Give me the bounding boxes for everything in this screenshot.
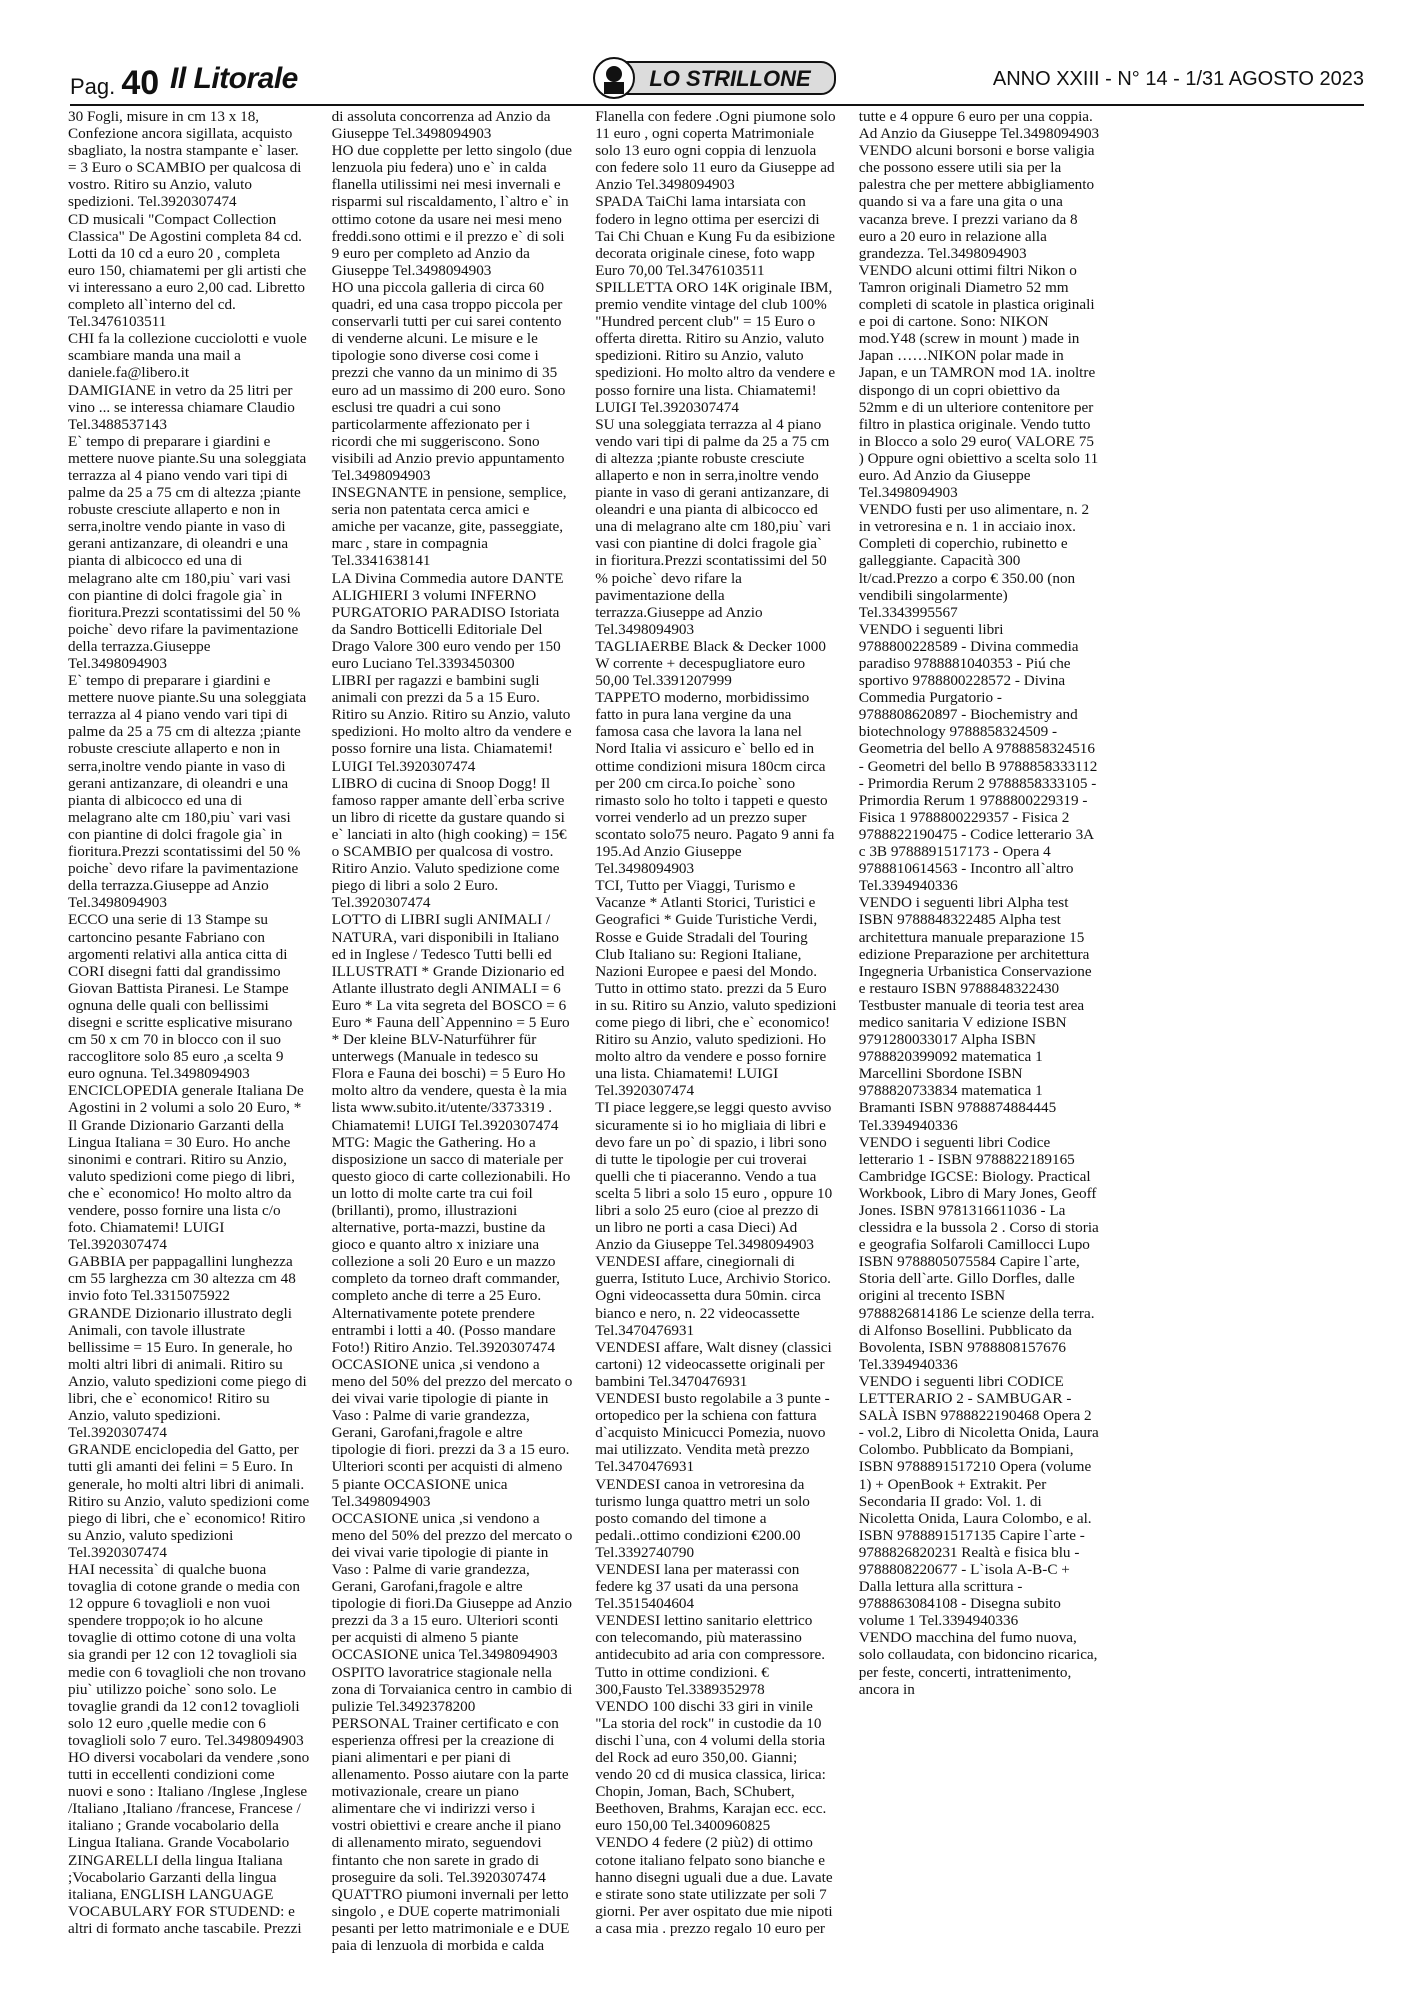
logo-text: LO STRILLONE <box>649 66 811 91</box>
classified-ad: TCI, Tutto per Viaggi, Turismo e Vacanze * Atlanti Storici, Turistici e Geografici * Guide Turistiche Verdi, Rosse e Guide Stradali del Touring Club Italiano su: Regioni Italiane, Nazioni Europee e paesi del Mondo. Tutto in ottimo stato. prezzi da 5 Euro in su. Ritiro su Anzio, valuto spedizioni come piego di libri, che e` economico! Ritiro su Anzio, valuto spedizioni. Ho molto altro da vendere e posso fornire una lista. Chiamatemi! LUIGI Tel.3920307474 <box>595 877 837 1100</box>
classified-ad: E` tempo di preparare i giardini e mettere nuove piante.Su una soleggiata terrazza al 4 piano vendo vari tipi di palme da 25 a 75 cm di altezza ;piante robuste cresciute allaperto e non in serra,inoltre vendo piante in vaso di gerani antizanzare, di oleandri e una pianta di albicocco ed una di melagrano alte cm 180,piu` vari vasi con piantine di dolci fragole gia` in fioritura.Prezzi scontatissimi del 50 % poiche` devo rifare la pavimentazione della terrazza.Giuseppe Tel.3498094903 <box>68 432 307 672</box>
classified-ad: OSPITO lavoratrice stagionale nella zona di Torvaianica centro in cambio di pulizie Tel.3492378200 <box>331 1663 573 1715</box>
classified-ad: TI piace leggere,se leggi questo avviso sicuramente si io ho migliaia di libri e devo fare un po` di spazio, i libri sono di tutte le tipologie per cui troverai quelli che ti piaceranno. Vendo a tua scelta 5 libri a solo 15 euro , oppure 10 libri a solo 25 euro (cioe al prezzo di un libro ne porti a casa Dieci) Ad Anzio da Giuseppe Tel.3498094903 <box>595 1099 833 1254</box>
classified-ad: VENDO i seguenti libri Codice letterario 1 - ISBN 9788822189165 Cambridge IGCSE: Biology. Practical Workbook, Libro di Mary Jones, Geoff Jones. ISBN 9781316611036 - La clessidra e la bussola 2 . Corso di storia e geografia Solfaroli Camillocci Lupo ISBN 9788805075584 Capire l`arte, Storia dell`arte. Gillo Dorfles, dalle origini al trecento ISBN 9788826814186 Le scienze della terra. di Alfonso Bosellini. Pubblicato da Bovolenta, ISBN 9788808157676 Tel.3394940336 <box>858 1133 1099 1373</box>
classified-ad: VENDESI lana per materassi con federe kg 37 usati da una persona Tel.3515404604 <box>595 1560 800 1613</box>
classified-ad: TAPPETO moderno, morbidissimo fatto in pura lana vergine da una famosa casa che lavora la lana nel Nord Italia vi assicuro e` bello ed in ottime condizioni misura 180cm circa per 200 cm circa.Io poiche` sono rimasto solo ho tolto i tappeti e questo vorrei venderlo ad un prezzo super scontato solo75 neuro. Pagato 9 anni fa 195.Ad Anzio Giuseppe Tel.3498094903 <box>595 689 835 878</box>
classified-ad: CD musicali "Compact Collection Classica" De Agostini completa 84 cd. Lotti da 10 cd a euro 20 , completa euro 150, chiamatemi per gli artisti che vi interessano a euro 2,00 cad. Libretto completo all`interno del cd. Tel.3476103511 <box>68 210 307 331</box>
classified-ad: CHI fa la collezione cucciolotti e vuole scambiare manda una mail a daniele.fa@libero.it <box>68 330 307 382</box>
classified-ad: VENDO macchina del fumo nuova, solo collaudata, con bidoncino ricarica, per feste, concerti, intrattenimento, ancora in <box>858 1629 1098 1698</box>
classified-ad: VENDO fusti per uso alimentare, n. 2 in vetroresina e n. 1 in acciaio inox. Completi di coperchio, rubinetto e galleggiante. Capacità 300 lt/cad.Prezzo a corpo € 350.00 (non vendibili singolarmente) Tel.3343995567 <box>858 501 1090 621</box>
classified-ad: LIBRO di cucina di Snoop Dogg! Il famoso rapper amante dell`erba scrive un libro di ricette da gustare quando si e` lanciati in alto (high cooking) = 15€ o SCAMBIO per qualcosa di vostro. Ritiro Anzio. Valuto spedizione come piego di libri a solo 2 Euro. Tel.3920307474 <box>331 774 567 912</box>
classified-ad: VENDO i seguenti libri 9788800228589 - Divina commedia paradiso 9788881040353 - Piú che sportivo 9788800228572 - Divina Commedia Purgatorio - 9788808620897 - Biochemistry and biotechnology 9788858324509 - Geometria del bello A 9788858324516 - Geometri del bello B 9788858333112 - Primordia Rerum 2 9788858333105 - Primordia Rerum 1 9788800229319 - Fisica 1 9788800229357 - Fisica 2 9788822190475 - Codice letterario 3A c 3B 9788891517173 - Opera 4 9788810614563 - Incontro all`altro Tel.3394940336 <box>858 620 1098 895</box>
classified-ad: MTG: Magic the Gathering. Ho a disposizione un sacco di materiale per questo gioco di carte collezionabili. Ho un lotto di molte carte tra cui foil (brillanti), promo, illustrazioni alternative, porta-mazzi, bustine da gioco e quanto altro x iniziare una collezione a soli 20 Euro e un mazzo completo da torneo draft commander, completo anche di terre a 25 Euro. Alternativamente potete prendere entrambi i lotti a 40. (Posso mandare Foto!) Ritiro Anzio. Tel.3920307474 <box>331 1133 571 1356</box>
classified-ad: VENDESI busto regolabile a 3 punte - ortopedico per la schiena con fattura d`acquisto Minicucci Pomezia, nuovo mai utilizzato. Vendita metà prezzo Tel.3470476931 <box>595 1390 830 1476</box>
page-number <box>70 64 159 103</box>
classified-ad: 30 Fogli, misure in cm 13 x 18, Confezione ancora sigillata, acquisto sbagliato, la nostra stampante e` laser. = 3 Euro o SCAMBIO per qualcosa di vostro. Ritiro su Anzio, valuto spedizioni. Tel.3920307474 <box>68 108 302 211</box>
classified-ad: ENCICLOPEDIA generale Italiana De Agostini in 2 volumi a solo 20 Euro, * Il Grande Dizionario Garzanti della Lingua Italiana = 30 Euro. Ho anche sinonimi e contrari. Ritiro su Anzio, valuto spedizioni come piego di libri, che e` economico! Ho molto altro da vendere, posso fornire una lista c/o foto. Chiamatemi! LUIGI Tel.3920307474 <box>68 1082 304 1254</box>
classified-ad: VENDO alcuni ottimi filtri Nikon o Tamron originali Diametro 52 mm completi di scatole in plastica originali e poi di cartone. Sono: NIKON mod.Y48 (screw in mount ) made in Japan ……NIKON polar made in Japan, e un TAMRON mod 1A. inoltre dispongo di un copri obiettivo da 52mm e di un ulteriore contenitore per filtro in plastica originale. Vendo tutto in Blocco a solo 29 euro( VALORE 75 ) Oppure ogni obiettivo a scelta solo 11 euro. Ad Anzio da Giuseppe Tel.3498094903 <box>858 261 1099 502</box>
classified-ad: DAMIGIANE in vetro da 25 litri per vino ... se interessa chiamare Claudio Tel.3488537143 <box>68 381 295 433</box>
classified-ad: VENDO alcuni borsoni e borse valigia che possono essere utili sia per la palestra che per mettere abbigliamento quando si va a fare una gita o una vacanza breve. I prezzi variano da 8 euro a 20 euro in relazione alla grandezza. Tel.3498094903 <box>858 142 1095 262</box>
classified-ad: SU una soleggiata terrazza al 4 piano vendo vari tipi di palme da 25 a 75 cm di altezza ;piante robuste cresciute allaperto e non in serra,inoltre vendo piante in vaso di gerani antizanzare, di oleandri e una pianta di albicocco ed una di melagrano alte cm 180,piu` vari vasi con piantine di dolci fragole gia` in fioritura.Prezzi scontatissimi del 50 % poiche` devo rifare la pavimentazione della terrazza.Giuseppe ad Anzio Tel.3498094903 <box>595 415 831 638</box>
classified-ad: SPILLETTA ORO 14K originale IBM, premio vendite vintage del club 100% "Hundred percent club" = 15 Euro o offerta diretta. Ritiro su Anzio, valuto spedizioni. Ritiro su Anzio, valuto spedizioni. Ho molto altro da vendere e posso fornire una lista. Chiamatemi! LUIGI Tel.3920307474 <box>595 278 836 416</box>
issue-info: ANNO XXIII - N° 14 - 1/31 AGOSTO 2023 <box>992 68 1364 90</box>
classified-ad: HAI necessita` di qualche buona tovaglia di cotone grande o media con 12 oppure 6 tovaglioli e non vuoi spendere troppo;ok io ho alcune tovaglie di ottimo cotone di una volta sia grandi per 12 con 12 tovaglioli sia medie con 6 tovaglioli che non trovano piu` utilizzo poiche` sono solo. Le tovaglie grandi da 12 con12 tovaglioli solo 12 euro ,quelle medie con 6 tovaglioli solo 7 euro. Tel.3498094903 <box>68 1560 306 1749</box>
classified-ad: VENDO 4 federe (2 più2) di ottimo cotone italiano felpato sono bianche e hanno disegni uguali due a due. Lavate e stirate sono state utilizzate per soli 7 giorni. Per aver ospitato due mie nipoti a casa mia . prezzo regalo 10 euro per tutte e 4 oppure 6 euro per una coppia. Ad Anzio da Giuseppe Tel.3498094903 <box>595 108 1100 1937</box>
classified-ad: HO una piccola galleria di circa 60 quadri, ed una casa troppo piccola per conservarli tutti per cui sarei contento di venderne alcuni. Le misure e le tipologie sono diverse cosi come i prezzi che vanno da un minimo di 35 euro ad un massimo di 200 euro. Sono esclusi tre quadri a cui sono particolarmente affezionato per i ricordi che mi suggeriscono. Sono visibili ad Anzio previo appuntamento Tel.3498094903 <box>331 278 566 484</box>
classified-ad: GRANDE Dizionario illustrato degli Animali, con tavole illustrate bellissime = 15 Euro. In generale, ho molti altri libri di animali. Ritiro su Anzio, valuto spedizioni come piego di libri, che e` economico! Ritiro su Anzio, valuto spedizioni. Tel.3920307474 <box>68 1304 307 1442</box>
classified-ad: E` tempo di preparare i giardini e mettere nuove piante.Su una soleggiata terrazza al 4 piano vendo vari tipi di palme da 25 a 75 cm di altezza ;piante robuste cresciute allaperto e non in serra,inoltre vendo piante in vaso di gerani antizanzare, di oleandri e una pianta di albicocco ed una di melagrano alte cm 180,piu` vari vasi con piantine di dolci fragole gia` in fioritura.Prezzi scontatissimi del 50 % poiche` devo rifare la pavimentazione della terrazza.Giuseppe ad Anzio Tel.3498094903 <box>68 672 307 912</box>
classified-ad: INSEGNANTE in pensione, semplice, seria non patentata cerca amici e amiche per vacanze, gite, passeggiate, marc , stare in compagnia Tel.3341638141 <box>331 484 567 570</box>
classified-ad: QUATTRO piumoni invernali per letto singolo , e DUE coperte matrimoniali pesanti per letto matrimoniale e e DUE paia di lenzuola di morbida e calda Flanella con federe .Ogni piumone solo 11 euro , ogni coperta Matrimoniale solo 13 euro ogni coppia di lenzuola con federe solo 11 euro da Giuseppe ad Anzio Tel.3498094903 <box>331 108 836 1955</box>
page-number-value: 40 <box>121 64 160 102</box>
classified-ad: OCCASIONE unica ,si vendono a meno del 50% del prezzo del mercato o dei vivai varie tipologie di piante in Vaso : Palme di varie grandezza, Gerani, Garofani,fragole e altre tipologie di fiori.Da Giuseppe ad Anzio prezzi da 3 a 15 euro. Ulteriori sconti per acquisti di almeno 5 piante OCCASIONE unica Tel.3498094903 <box>331 1509 573 1664</box>
classified-ad: GABBIA per pappagallini lunghezza cm 55 larghezza cm 30 altezza cm 48 invio foto Tel.3315075922 <box>68 1253 296 1305</box>
classified-ad: VENDESI canoa in vetroresina da turismo lunga quattro metri un solo posto comando del timone a pedali..ottimo condizioni €200.00 Tel.3392740790 <box>595 1475 810 1561</box>
classified-ad: VENDO i seguenti libri Alpha test ISBN 9788848322485 Alpha test architettura manuale preparazione 15 edizione Preparazione per architettura Ingegneria Urbanistica Conservazione e restauro ISBN 9788848322430 Testbuster manuale di teoria test area medico sanitaria V edizione ISBN 9791280033017 Alpha ISBN 9788820399092 matematica 1 Marcellini Sbordone ISBN 9788820733834 matematica 1 Bramanti ISBN 9788874884445 Tel.3394940336 <box>858 894 1092 1134</box>
classified-ad: VENDESI affare, cinegiornali di guerra, Istituto Luce, Archivio Storico. Ogni videocassetta dura 50min. circa bianco e nero, n. 22 videocassette Tel.3470476931 <box>595 1253 831 1339</box>
classified-ad: VENDESI lettino sanitario elettrico con telecomando, più materassino antidecubito ad aria con compressore. Tutto in ottime condizioni. € 300,Fausto Tel.3389352978 <box>595 1612 826 1698</box>
classified-ad: VENDO i seguenti libri CODICE LETTERARIO 2 - SAMBUGAR - SALÀ ISBN 9788822190468 Opera 2 - vol.2, Libro di Nicoletta Onida, Laura Colombo. Pubblicato da Bompiani, ISBN 9788891517210 Opera (volume 1) + OpenBook + Extrakit. Per Secondaria II grado: Vol. 1. di Nicoletta Onida, Laura Colombo, e al. ISBN 9788891517135 Capire l`arte - 9788826820231 Realtà e fisica blu - 9788808220677 - L`isola A-B-C + Dalla lettura alla scrittura - 9788863084108 - Disegna subito volume 1 Tel.3394940336 <box>858 1372 1099 1630</box>
classified-ad: LIBRI per ragazzi e bambini sugli animali con prezzi da 5 a 15 Euro. Ritiro su Anzio. Ritiro su Anzio, valuto spedizioni. Ho molto altro da vendere e posso fornire una lista. Chiamatemi! LUIGI Tel.3920307474 <box>331 672 572 775</box>
classified-ad: SPADA TaiChi lama intarsiata con fodero in legno ottima per esercizi di Tai Chi Chuan e Kung Fu da esibizione decorata originale cinese, foto wapp Euro 70,00 Tel.3476103511 <box>595 193 835 279</box>
classified-ad: LOTTO di LIBRI sugli ANIMALI / NATURA, vari disponibili in Italiano ed in Inglese / Tedesco Tutti belli ed ILLUSTRATI * Grande Dizionario ed Atlante illustrato degli ANIMALI = 6 Euro * La vita segreta del BOSCO = 6 Euro * Fauna dell`Appennino = 5 Euro * Der kleine BLV-Naturführer für unterwegs (Manuale in tedesco su Flora e Fauna dei boschi) = 5 Euro Ho molto altro da vendere, questa è la mia lista www.subito.it/utente/3373319 . Chiamatemi! LUIGI Tel.3920307474 <box>331 911 570 1134</box>
classified-ad: GRANDE enciclopedia del Gatto, per tutti gli amanti dei felini = 5 Euro. In generale, ho molti altri libri di animali. Ritiro su Anzio, valuto spedizioni come piego di libri, che e` economico! Ritiro su Anzio, valuto spedizioni Tel.3920307474 <box>68 1441 310 1561</box>
newspaper-title: Il Litorale <box>170 62 298 95</box>
classified-ad: HO diversi vocabolari da vendere ,sono tutti in eccellenti condizioni come nuovi e sono : Italiano /Inglese ,Inglese /Italiano ,Italiano /francese, Francese / italiano ; Grande vocabolario della Lingua Italiana. Grande Vocabolario ZINGARELLI della lingua Italiana ;Vocabolario Garzanti della lingua italiana, ENGLISH LANGUAGE VOCABULARY FOR STUDEND: e altri di formato anche tascabile. Prezzi di assoluta concorrenza ad Anzio da Giuseppe Tel.3498094903 <box>68 108 551 1937</box>
classified-ad: LA Divina Commedia autore DANTE ALIGHIERI 3 volumi INFERNO PURGATORIO PARADISO Istoriata da Sandro Botticelli Editoriale Del Drago Valore 300 euro vendo per 150 euro Luciano Tel.3393450300 <box>331 569 564 672</box>
page-header <box>70 58 1364 102</box>
classified-ad: VENDO 100 dischi 33 giri in vinile "La storia del rock" in custodie da 10 dischi l`una, con 4 volumi della storia del Rock ad euro 350,00. Gianni; vendo 20 cd di musica classica, lirica: Chopin, Joman, Bach, SChubert, Beethoven, Brahms, Karajan ecc. ecc. euro 150,00 Tel.3400960825 <box>595 1697 827 1835</box>
classified-columns <box>68 108 1364 1968</box>
classified-ad: PERSONAL Trainer certificato e con esperienza offresi per la creazione di piani alimentari e per piani di allenamento. Posso aiutare con la parte motivazionale, creare un piano alimentare che vi indirizzi verso i vostri obiettivi e creare anche il piano di allenamento mirato, seguendovi fintanto che non sarete in grado di proseguire da soli. Tel.3920307474 <box>331 1714 569 1886</box>
logo-graphic <box>590 52 840 102</box>
header-rule <box>70 104 1364 106</box>
classified-ad: VENDESI affare, Walt disney (classici cartoni) 12 videocassette originali per bambini Tel.3470476931 <box>595 1338 832 1390</box>
lo-strillone-logo <box>590 52 840 102</box>
classified-ad: TAGLIAERBE Black & Decker 1000 W corrente + decespugliatore euro 50,00 Tel.3391207999 <box>595 637 826 690</box>
classified-ad: HO due copplette per letto singolo (due lenzuola piu federa) uno e` in calda flanella utilissimi nei mesi invernali e risparmi sul riscaldamento, l`altro e` in ottimo cotone da usare nei mesi meno freddi.sono ottimi e il prezzo e` di soli 9 euro per completo ad Anzio da Giuseppe Tel.3498094903 <box>331 142 572 279</box>
page-label: Pag. <box>70 74 116 99</box>
classified-ad: OCCASIONE unica ,si vendono a meno del 50% del prezzo del mercato o dei vivai varie tipologie di piante in Vaso : Palme di varie grandezza, Gerani, Garofani,fragole e altre tipologie di fiori. prezzi da 3 a 15 euro. Ulteriori sconti per acquisti di almeno 5 piante OCCASIONE unica Tel.3498094903 <box>331 1355 573 1510</box>
classified-ad: ECCO una serie di 13 Stampe su cartoncino pesante Fabriano con argomenti relativi alla antica citta di CORI disegni fatti dal grandissimo Giovan Battista Piranesi. Le Stampe ognuna delle quali con bellissimi disegni e scritte esplicative misurano cm 50 x cm 70 in blocco con il suo raccoglitore solo 85 euro ,a scelta 9 euro ognuna. Tel.3498094903 <box>68 911 293 1083</box>
